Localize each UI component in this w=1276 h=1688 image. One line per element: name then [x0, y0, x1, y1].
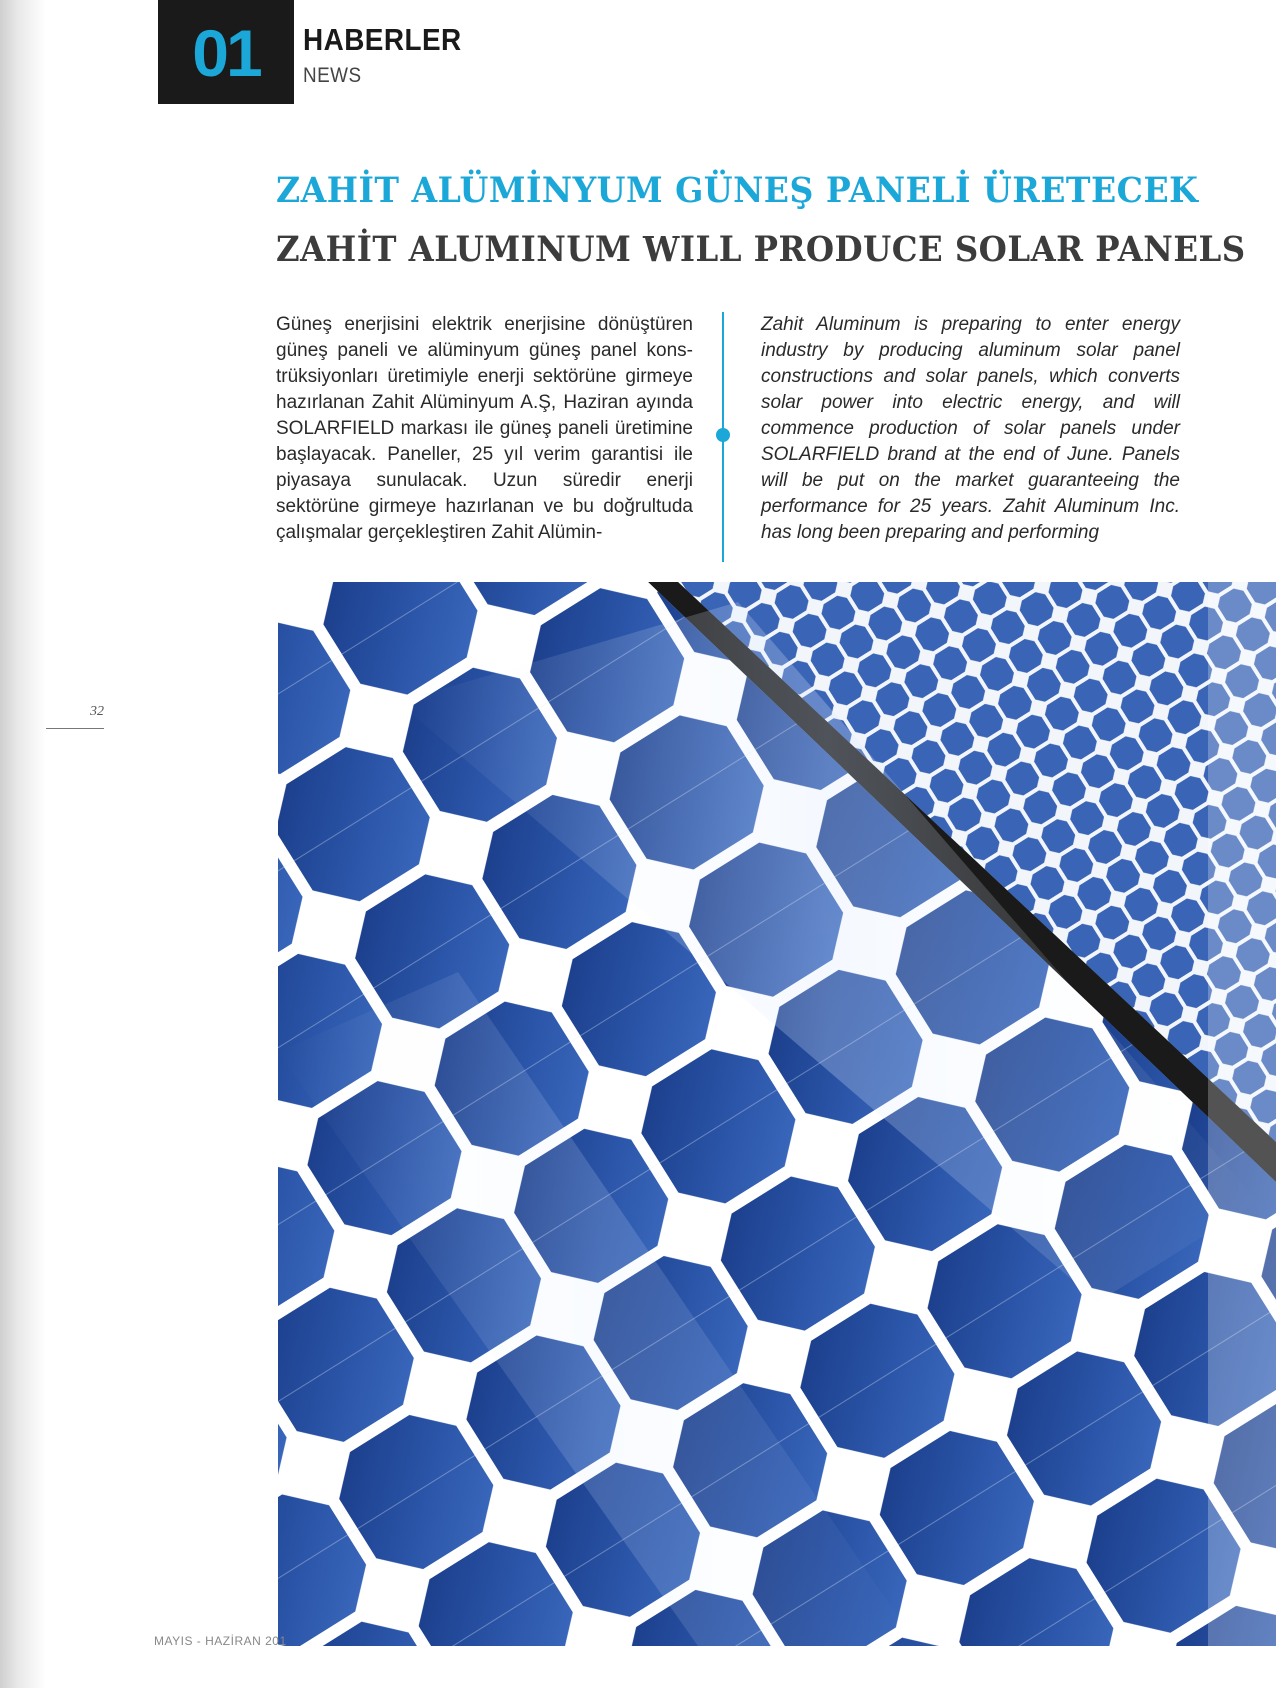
headline-turkish: ZAHİT ALÜMİNYUM GÜNEŞ PANELİ ÜRETECEK: [276, 170, 1199, 211]
section-number-box: [158, 0, 294, 104]
column-divider-dot: [716, 428, 730, 442]
body-column-turkish: Güneş enerjisini elektrik enerjisine dönüştüren güneş paneli ve alüminyum güneş panel konstrüksiyonları üretimiyle enerji sektörüne girmeye hazırlanan Zahit Alüminyum A.Ş, Haziran ayında SOLARFIELD markası ile güneş paneli üretimine başlayacak. Paneller, 25 yıl verim garantisi ile piyasaya sunulacak. Uzun süredir enerji sektörüne girmeye hazırlanan ve bu doğrultuda çalışmalar gerçekleştiren Zahit Alümin-: [276, 314, 693, 543]
section-subtitle: NEWS: [303, 64, 362, 87]
issue-footer: MAYIS - HAZİRAN 201: [154, 1634, 287, 1648]
headline-english: ZAHİT ALUMINUM WILL PRODUCE SOLAR PANELS: [276, 229, 1246, 270]
section-number: 01: [192, 16, 260, 90]
page-number: 32: [90, 704, 104, 719]
section-title: HABERLER: [303, 22, 462, 57]
page-number-rule: [46, 728, 104, 729]
solar-panel-illustration: [278, 582, 1276, 1646]
body-column-english: Zahit Aluminum is preparing to enter energy industry by producing aluminum solar panel constructions and solar panels, which converts solar power into electric energy, and will commence production of solar panels under SOLARFIELD brand at the end of June. Panels will be put on the market guaranteeing the performance for 25 years. Zahit Aluminum Inc. has long been preparing and performing: [761, 314, 1180, 543]
binding-shadow: [0, 0, 46, 1688]
solar-panel-photo: [278, 582, 1276, 1646]
